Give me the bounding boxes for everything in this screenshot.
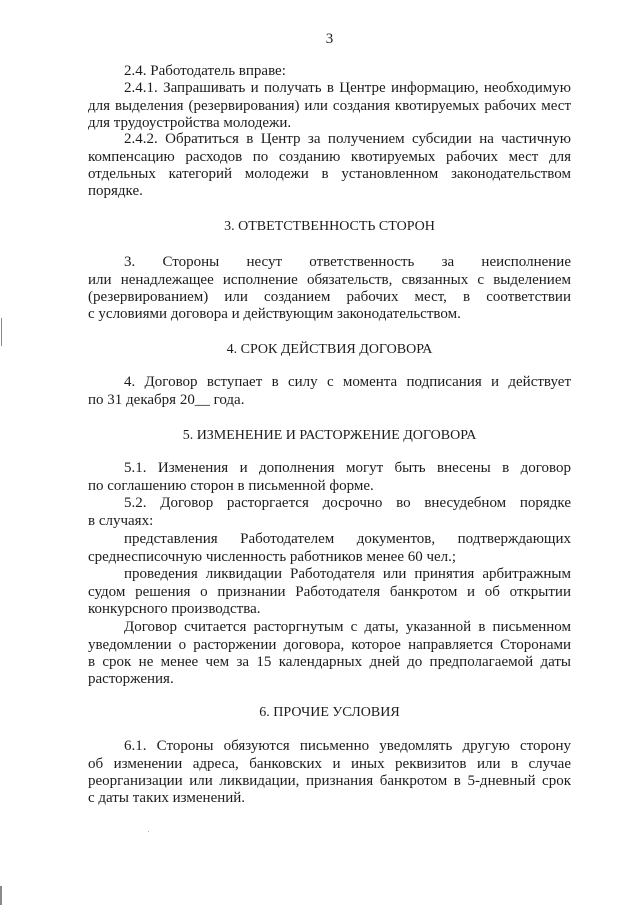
clause-5-1	[88, 460, 571, 494]
text-line: 4. Договор вступает в силу с момента подписания и действует	[124, 374, 571, 391]
text-line: об изменении адреса, банковских и иных реквизитов или в случае	[88, 755, 571, 772]
text-line: компенсацию расходов по созданию квотируемых рабочих мест для	[88, 148, 571, 165]
text-line: отдельных категорий молодежи в установленном законодательством	[88, 165, 571, 182]
text-line: (резервированием) или созданием рабочих мест, в соответствии	[88, 288, 571, 305]
text-line: по соглашению сторон в письменной форме.	[88, 477, 374, 494]
text-line: для трудоустройства молодежи.	[88, 114, 292, 131]
text-line: реорганизации или ликвидации, признания банкротом в 5-дневный срок	[88, 772, 571, 789]
page-number: 3	[325, 31, 334, 47]
text-line: 6.1. Стороны обязуются письменно уведомлять другую сторону	[124, 738, 571, 755]
clause-5-2	[88, 495, 571, 529]
text-line: для выделения (резервирования) или создания квотируемых рабочих мест	[88, 97, 571, 114]
text-line: 5.1. Изменения и дополнения могут быть внесены в договор	[124, 460, 571, 477]
text-line: конкурсного производства.	[88, 600, 261, 617]
text-line: расторжения.	[88, 670, 174, 687]
text-line: уведомлении о расторжении договора, которое направляется Сторонами	[88, 636, 571, 653]
text-line: судом решения о признании Работодателя банкротом и об открытии	[88, 583, 571, 600]
termination-case-1	[88, 531, 571, 565]
text-line: представления Работодателем документов, подтверждающих	[124, 531, 571, 548]
scan-mark	[1, 318, 2, 346]
text-line: среднесписочную численность работников менее 60 чел.;	[88, 548, 457, 565]
text-line: 2.4.2. Обратиться в Центр за получением субсидии на частичную	[124, 131, 571, 148]
text-line: 3. Стороны несут ответственность за неисполнение	[124, 254, 571, 271]
section-heading-5: 5. ИЗМЕНЕНИЕ И РАСТОРЖЕНИЕ ДОГОВОРА	[182, 428, 477, 444]
text-line: проведения ликвидации Работодателя или принятия арбитражным	[124, 566, 571, 583]
text-line: по 31 декабря 20__ года.	[88, 391, 245, 408]
text-line: 2.4.1. Запрашивать и получать в Центре информацию, необходимую	[124, 80, 571, 97]
text-line: с условиями договора и действующим законодательством.	[88, 305, 461, 322]
section-heading-3: 3. ОТВЕТСТВЕННОСТЬ СТОРОН	[224, 219, 435, 235]
clause-4	[88, 374, 571, 408]
clause-2-4-2	[88, 131, 571, 200]
termination-case-2	[88, 566, 571, 618]
text-line: или ненадлежащее исполнение обязательств, связанных с выделением	[88, 271, 571, 288]
section-heading-4: 4. СРОК ДЕЙСТВИЯ ДОГОВОРА	[226, 342, 433, 358]
text-line: с даты таких изменений.	[88, 789, 246, 806]
text-line: порядке.	[88, 182, 143, 199]
termination-notice	[88, 619, 571, 688]
text-line: в срок не менее чем за 15 календарных дней до предполагаемой даты	[88, 653, 571, 670]
text-line: 5.2. Договор расторгается досрочно во внесудебном порядке	[124, 495, 571, 512]
text-line: 2.4. Работодатель вправе:	[124, 63, 286, 80]
clause-6-1	[88, 738, 571, 807]
text-line: Договор считается расторгнутым с даты, указанной в письменном	[124, 619, 571, 636]
scan-mark	[148, 831, 149, 832]
scan-mark	[0, 886, 2, 905]
clause-2-4	[88, 63, 571, 80]
section-heading-6: 6. ПРОЧИЕ УСЛОВИЯ	[259, 705, 400, 721]
clause-2-4-1	[88, 80, 571, 132]
clause-3	[88, 254, 571, 323]
text-line: в случаях:	[88, 512, 154, 529]
